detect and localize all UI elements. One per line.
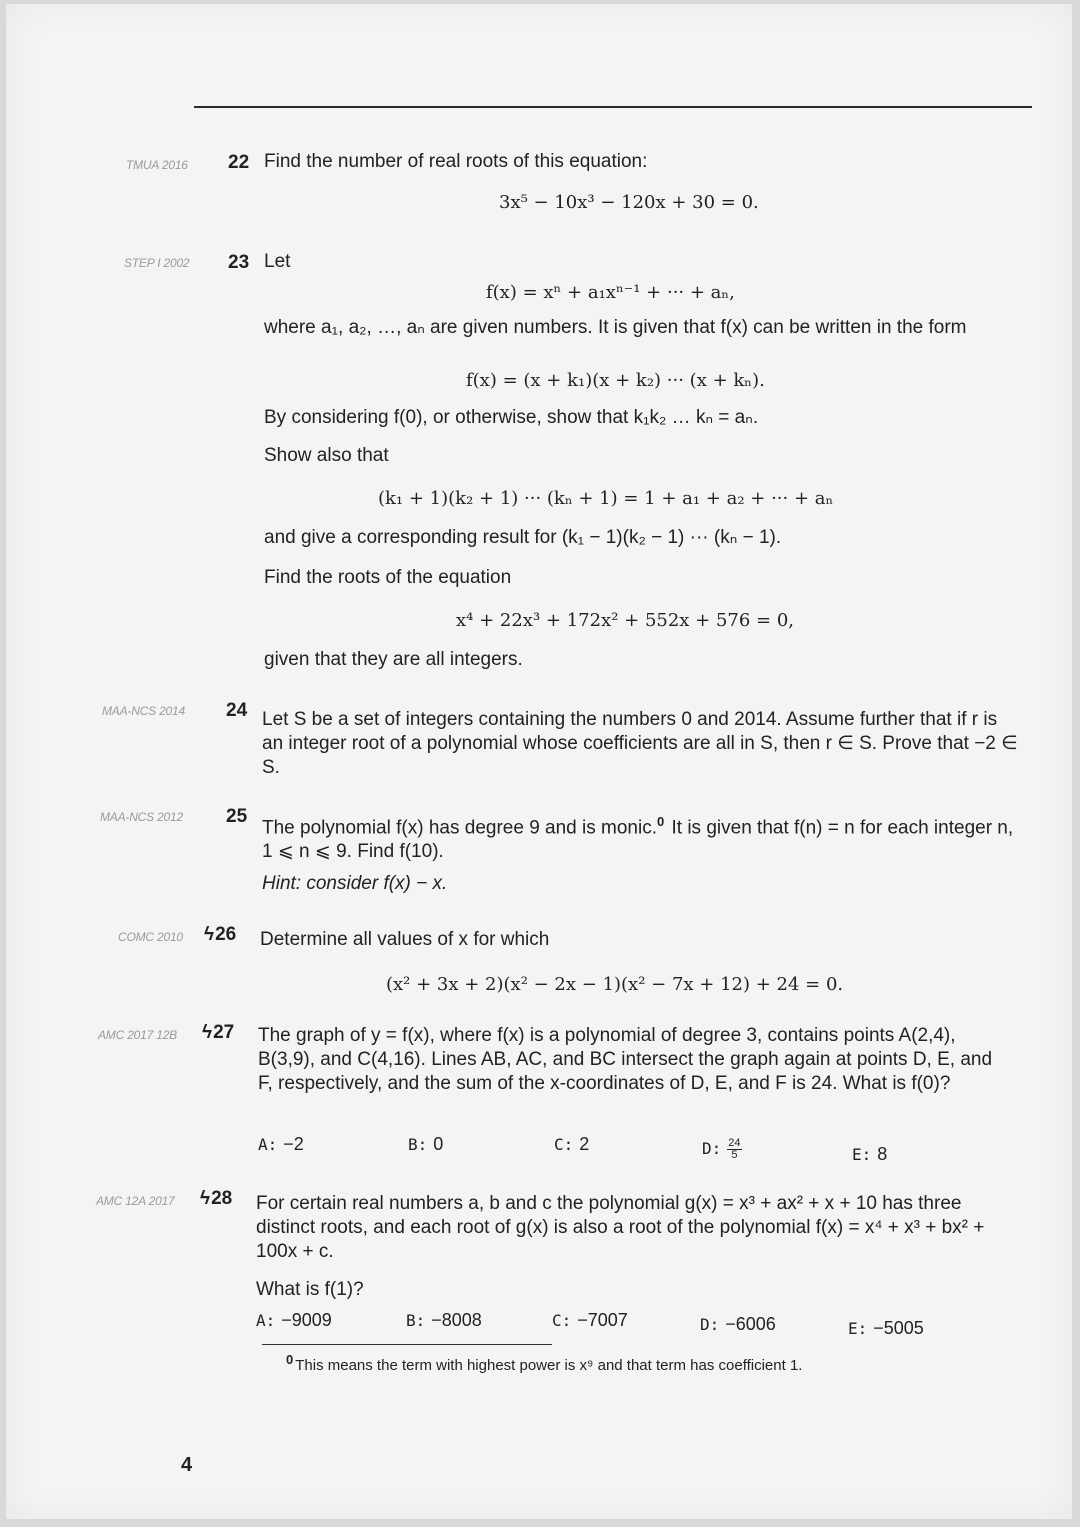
- page-number: 4: [181, 1454, 193, 1476]
- source-label: MAA-NCS 2012: [100, 810, 183, 824]
- question-lead: Let: [264, 251, 291, 272]
- question-text: Let S be a set of integers containing the numbers 0 and 2014. Assume further that if r is an integer root of a polynomial whose coefficients are all in S, then r ∈ S. Prove that −2 ∈ S.: [262, 709, 1018, 778]
- question-text: Find the number of real roots of this equation:: [264, 151, 648, 172]
- choice-c[interactable]: C: 2: [554, 1134, 590, 1154]
- question-number: 23: [228, 252, 250, 273]
- equation-factored: f(x) = (x + k₁)(x + k₂) ··· (x + kₙ).: [466, 370, 765, 391]
- footnote: [286, 1352, 802, 1374]
- choice-e[interactable]: E: 8: [852, 1144, 888, 1164]
- difficulty-bolt-icon: ϟ: [202, 1022, 213, 1043]
- paragraph: where a₁, a₂, …, aₙ are given numbers. It is given that f(x) can be written in the form: [264, 317, 967, 338]
- equation-definition: f(x) = xⁿ + a₁xⁿ⁻¹ + ··· + aₙ,: [486, 282, 735, 303]
- choice-c[interactable]: C: −7007: [552, 1310, 628, 1330]
- source-label: MAA-NCS 2014: [102, 704, 185, 718]
- choice-d[interactable]: D: −6006: [700, 1314, 776, 1334]
- page-sheet: [6, 4, 1072, 1519]
- choice-a[interactable]: A: −2: [258, 1134, 304, 1154]
- equation: 3x⁵ − 10x³ − 120x + 30 = 0.: [499, 192, 759, 213]
- footnote-rule: [262, 1344, 552, 1345]
- answer-choices: [256, 1310, 956, 1340]
- paragraph: By considering f(0), or otherwise, show that k₁k₂ … kₙ = aₙ.: [264, 407, 759, 428]
- source-label: AMC 2017 12B: [98, 1028, 177, 1042]
- source-label: TMUA 2016: [126, 158, 188, 172]
- question-number: ϟ28: [200, 1188, 233, 1209]
- question-number: ϟ26: [204, 924, 237, 945]
- choice-a[interactable]: A: −9009: [256, 1310, 332, 1330]
- hint-text: Hint: consider f(x) − x.: [262, 873, 448, 894]
- question-text: The polynomial f(x) has degree 9 and is monic.$^0$ It is given that f(n) = n for each integer n, 1 ⩽ n ⩽ 9. Find f(10).: [262, 814, 1014, 863]
- question-number: 24: [226, 700, 248, 721]
- question-number: 25: [226, 806, 248, 827]
- paragraph: Show also that: [264, 445, 389, 466]
- equation-quartic: x⁴ + 22x³ + 172x² + 552x + 576 = 0,: [456, 610, 795, 631]
- source-label: COMC 2010: [118, 930, 183, 944]
- paragraph: and give a corresponding result for (k₁ − 1)(k₂ − 1) ··· (kₙ − 1).: [264, 527, 782, 548]
- fraction: $\frac{24}{5}$: [728, 1137, 741, 1161]
- question-text: The graph of y = f(x), where f(x) is a polynomial of degree 3, contains points A(2,4), B(3,9), and C(4,16). Lines AB, AC, and BC intersect the graph again at points D, E, and F, respectively, and the sum of the x-coordinates of D, E, and F is 24. What is f(0)?: [258, 1025, 993, 1094]
- footnote-marker: 0: [286, 1352, 294, 1367]
- paragraph: given that they are all integers.: [264, 649, 523, 670]
- choice-d[interactable]: D: $\frac{24}{5}$: [702, 1137, 741, 1161]
- header-rule: [194, 106, 1032, 108]
- answer-choices: [258, 1134, 958, 1164]
- question-number: 22: [228, 152, 250, 173]
- question-text: For certain real numbers a, b and c the polynomial g(x) = x³ + ax² + x + 10 has three distinct roots, and each root of g(x) is also a root of the polynomial f(x) = x⁴ + x³ + bx² + 100x + c.: [256, 1193, 985, 1262]
- choice-e[interactable]: E: −5005: [848, 1318, 924, 1338]
- difficulty-bolt-icon: ϟ: [200, 1188, 211, 1209]
- footnote-text: This means the term with highest power is x⁹ and that term has coefficient 1.: [295, 1357, 803, 1374]
- paragraph: Find the roots of the equation: [264, 567, 512, 588]
- equation-identity: (k₁ + 1)(k₂ + 1) ··· (kₙ + 1) = 1 + a₁ + a₂ + ··· + aₙ: [378, 488, 834, 509]
- source-label: STEP I 2002: [124, 256, 190, 270]
- choice-b[interactable]: B: −8008: [406, 1310, 482, 1330]
- question-text: Determine all values of x for which: [260, 929, 550, 950]
- difficulty-bolt-icon: ϟ: [204, 924, 215, 945]
- question-prompt: What is f(1)?: [256, 1279, 364, 1300]
- footnote-marker: 0: [656, 814, 665, 829]
- choice-b[interactable]: B: 0: [408, 1134, 444, 1154]
- equation: (x² + 3x + 2)(x² − 2x − 1)(x² − 7x + 12) + 24 = 0.: [386, 974, 844, 995]
- question-number: ϟ27: [202, 1022, 235, 1043]
- source-label: AMC 12A 2017: [96, 1194, 175, 1208]
